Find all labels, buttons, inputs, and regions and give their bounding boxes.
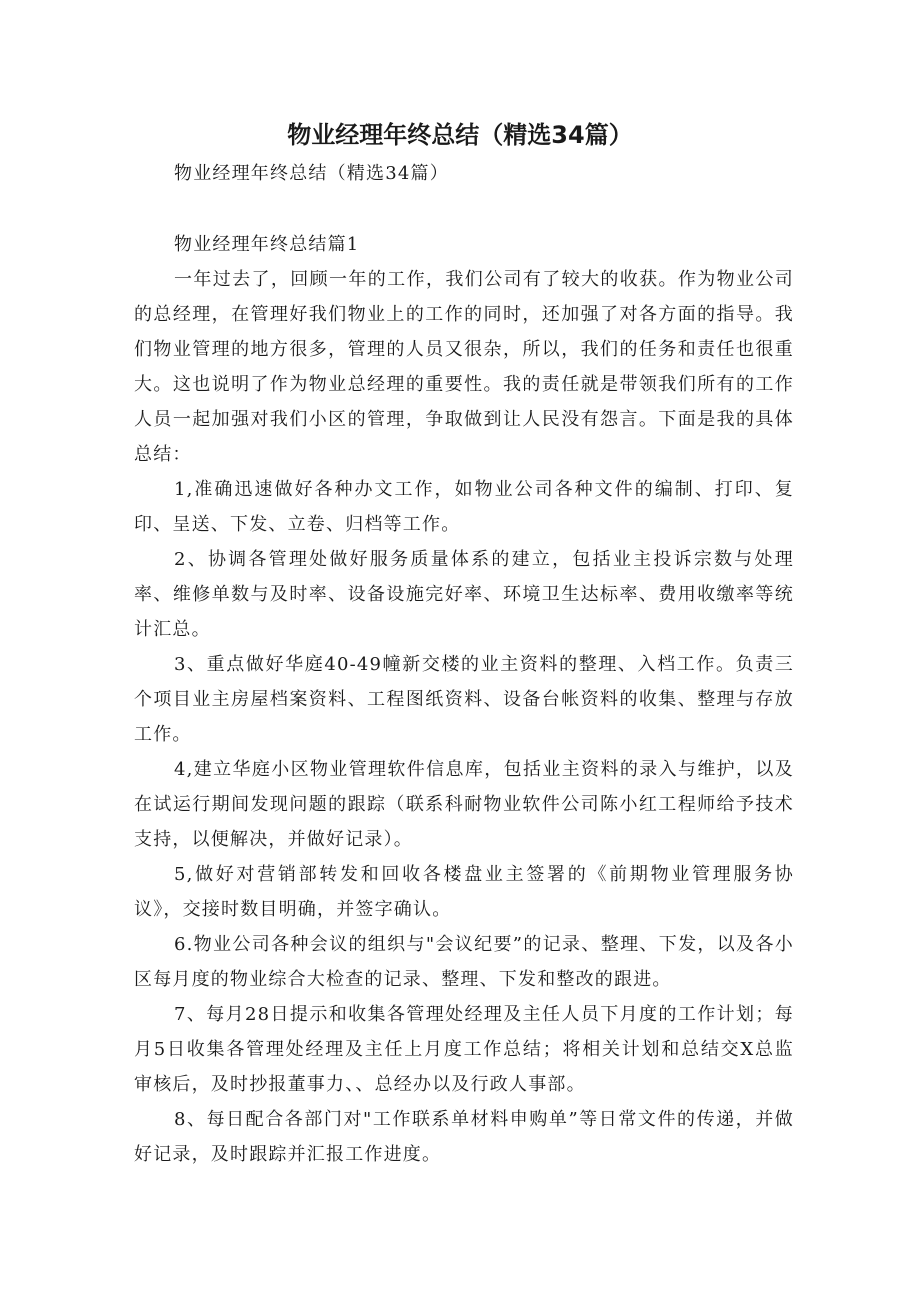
paragraph-item-4: 4,建立华庭小区物业管理软件信息库，包括业主资料的录入与维护，以及在试运行期间发现问题的跟踪（联系科耐物业软件公司陈小红工程师给予技术支持，以便解决，并做好记录）。 <box>134 759 794 850</box>
paragraph-item-5: 5,做好对营销部转发和回收各楼盘业主签署的《前期物业管理服务协议》，交接时数目明确，并签字确认。 <box>134 864 794 920</box>
paragraph-item-1: 1,准确迅速做好各种办文工作，如物业公司各种文件的编制、打印、复印、呈送、下发、立卷、归档等工作。 <box>134 479 794 535</box>
paragraph-item-7: 7、每月28日提示和收集各管理处经理及主任人员下月度的工作计划；每月5日收集各管理处经理及主任上月度工作总结；将相关计划和总结交X总监审核后，及时抄报董事力、、总经办以及行政人事部。 <box>134 1004 794 1095</box>
document-title: 物业经理年终总结（精选34篇） <box>287 121 633 149</box>
section-heading: 物业经理年终总结篇1 <box>174 234 360 255</box>
document-subtitle: 物业经理年终总结（精选34篇） <box>174 163 449 184</box>
paragraph-item-3: 3、重点做好华庭40-49幢新交楼的业主资料的整理、入档工作。负责三个项目业主房屋档案资料、工程图纸资料、设备台帐资料的收集、整理与存放工作。 <box>134 654 794 745</box>
paragraph-item-2: 2、协调各管理处做好服务质量体系的建立，包括业主投诉宗数与处理率、维修单数与及时率、设备设施完好率、环境卫生达标率、费用收缴率等统计汇总。 <box>134 549 794 640</box>
paragraph-item-6: 6.物业公司各种会议的组织与"会议纪要”的记录、整理、下发，以及各小区每月度的物业综合大检查的记录、整理、下发和整改的跟进。 <box>134 934 794 990</box>
paragraph-item-8: 8、每日配合各部门对"工作联系单材料申购单”等日常文件的传递，并做好记录，及时跟踪并汇报工作进度。 <box>134 1109 794 1165</box>
paragraph-intro: 一年过去了，回顾一年的工作，我们公司有了较大的收获。作为物业公司的总经理，在管理好我们物业上的工作的同时，还加强了对各方面的指导。我们物业管理的地方很多，管理的人员又很杂，所以，我们的任务和责任也很重大。这也说明了作为物业总经理的重要性。我的责任就是带领我们所有的工作人员一起加强对我们小区的管理，争取做到让人民没有怨言。下面是我的具体总结： <box>134 269 794 465</box>
document-body <box>134 262 794 1172</box>
